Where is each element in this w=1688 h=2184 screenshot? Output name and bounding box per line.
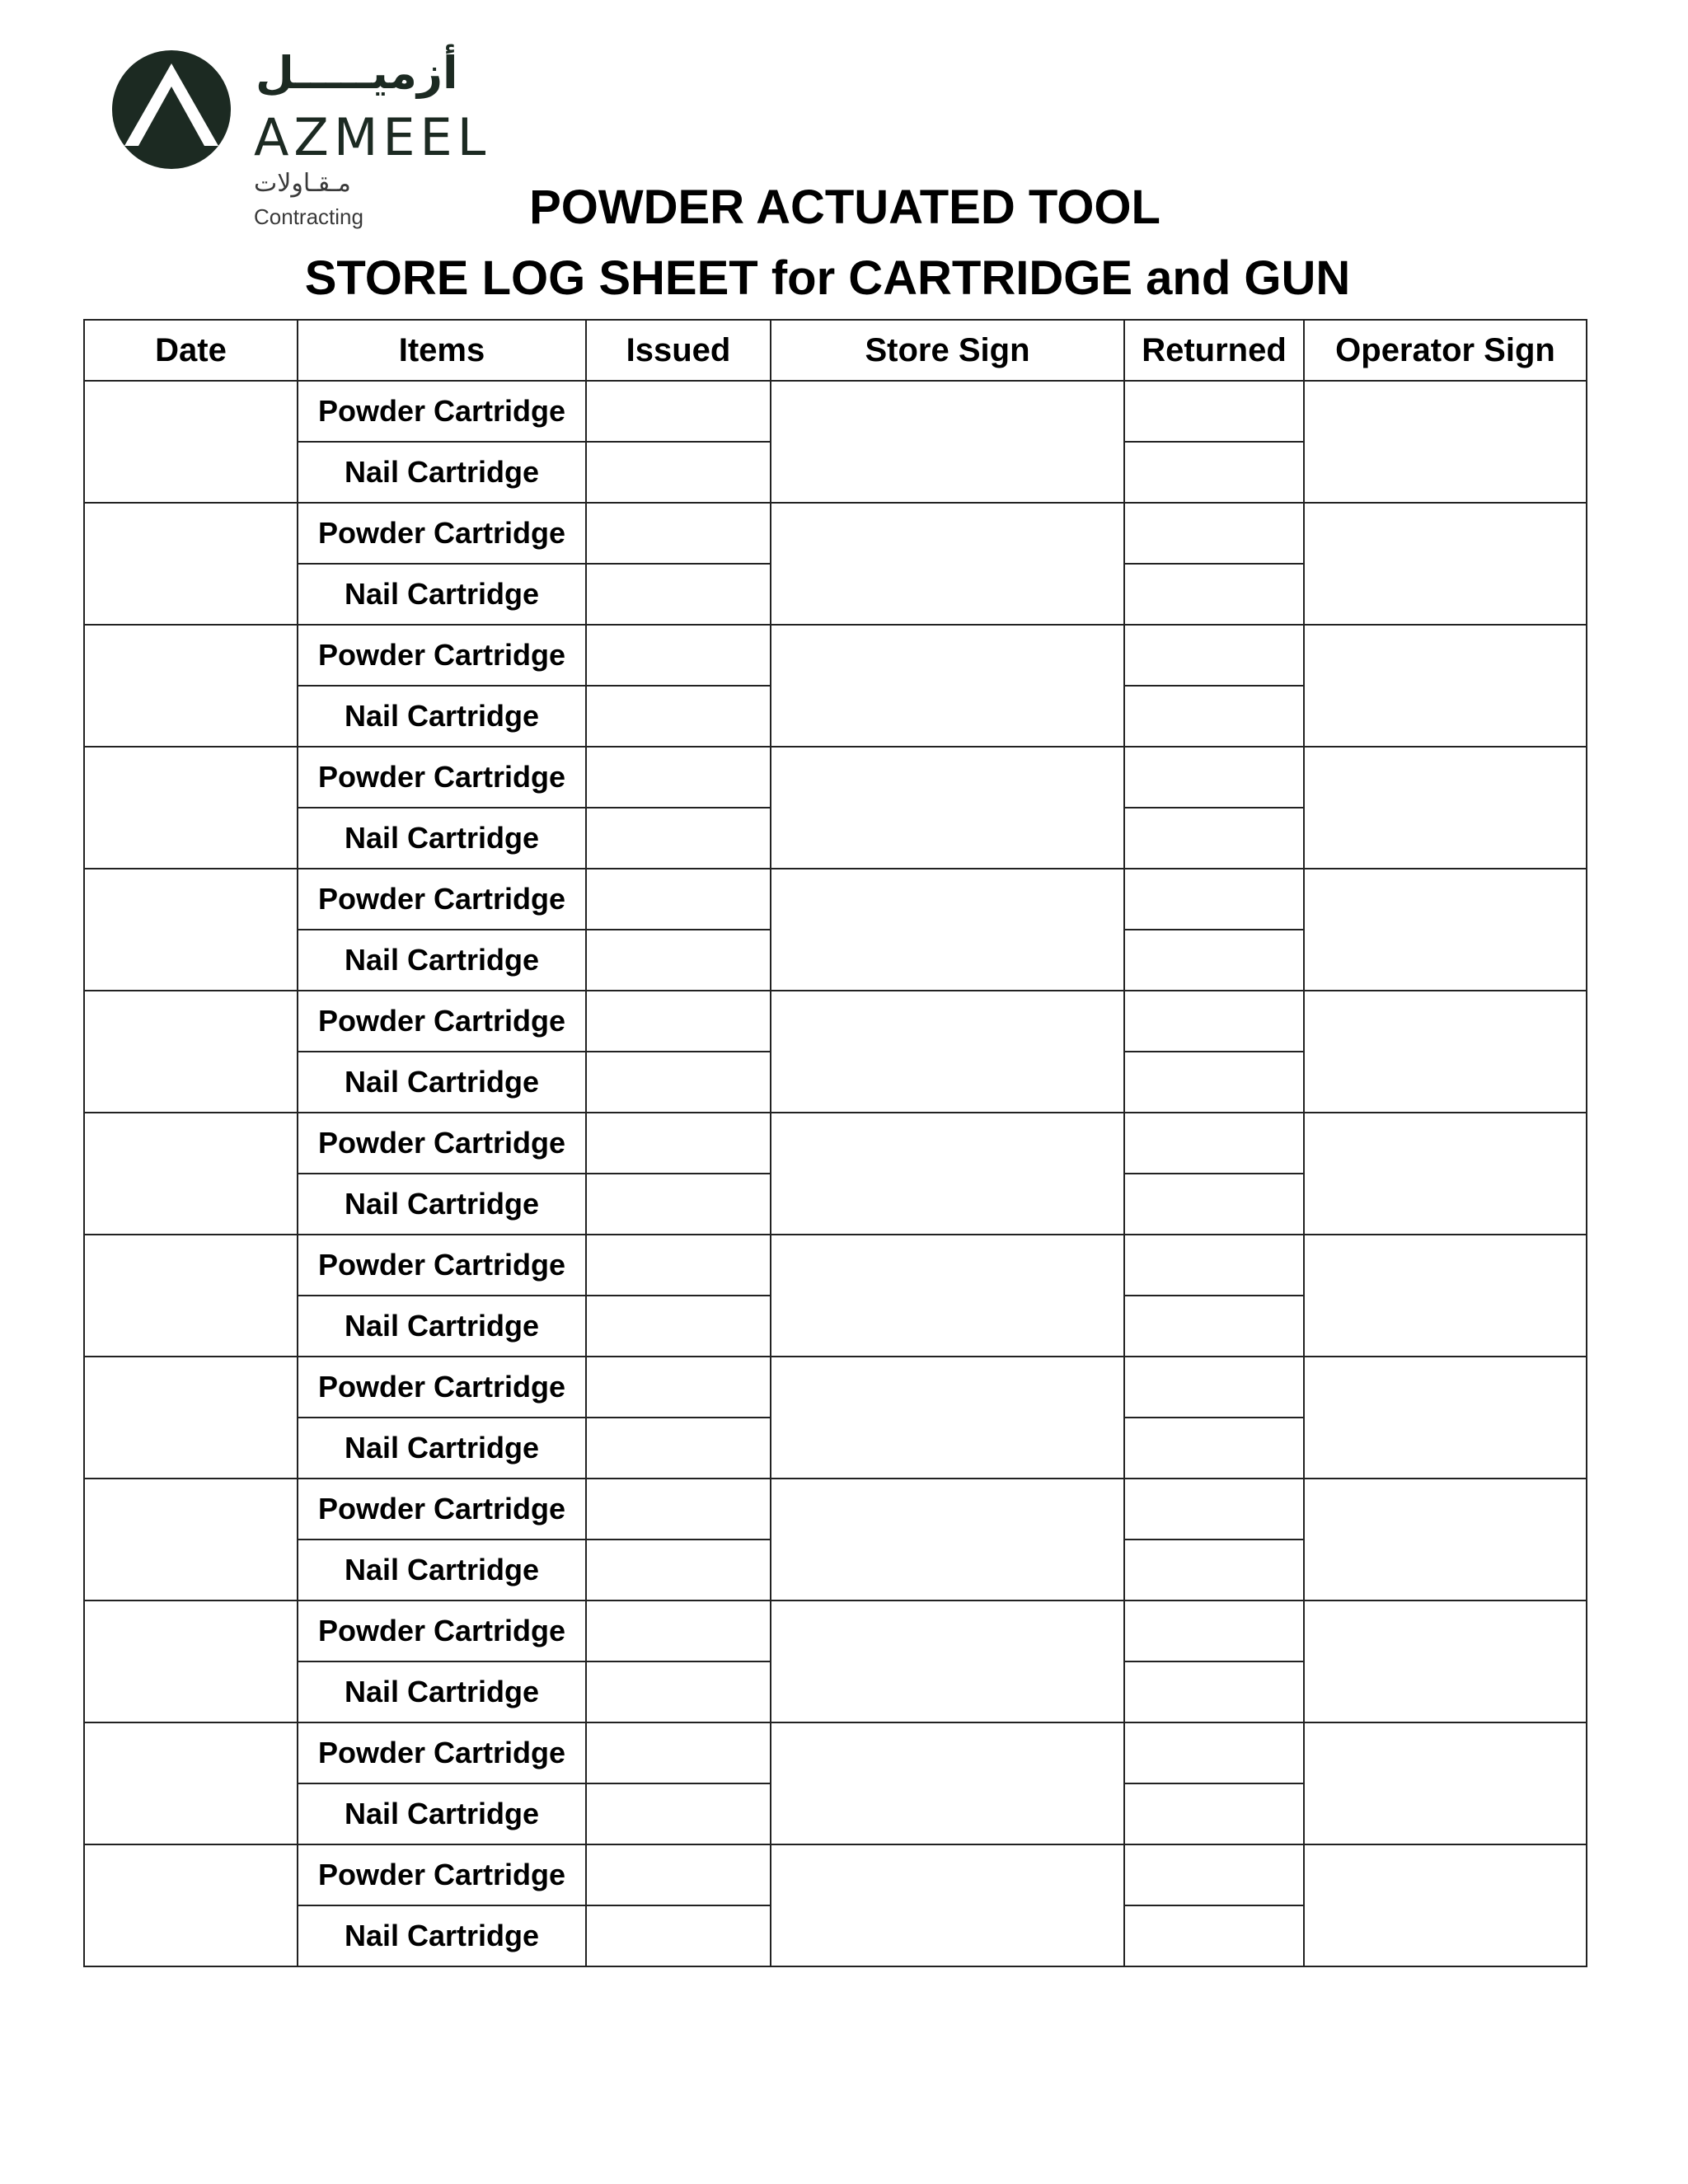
returned-cell[interactable] xyxy=(1124,381,1304,442)
header-returned: Returned xyxy=(1124,320,1304,381)
table-row xyxy=(84,381,1587,442)
returned-cell[interactable] xyxy=(1124,625,1304,686)
date-cell[interactable] xyxy=(84,869,298,991)
store-sign-cell[interactable] xyxy=(771,991,1124,1113)
table-row xyxy=(84,1601,1587,1661)
issued-cell[interactable] xyxy=(586,1844,771,1905)
returned-cell[interactable] xyxy=(1124,1113,1304,1174)
operator-sign-cell[interactable] xyxy=(1304,1601,1587,1722)
operator-sign-cell[interactable] xyxy=(1304,1235,1587,1357)
table-row xyxy=(84,991,1587,1052)
header-issued: Issued xyxy=(586,320,771,381)
date-cell[interactable] xyxy=(84,1113,298,1235)
issued-cell[interactable] xyxy=(586,1418,771,1479)
store-sign-cell[interactable] xyxy=(771,1479,1124,1601)
item-nail-cartridge: Nail Cartridge xyxy=(298,1540,586,1601)
date-cell[interactable] xyxy=(84,991,298,1113)
operator-sign-cell[interactable] xyxy=(1304,1844,1587,1966)
returned-cell[interactable] xyxy=(1124,1601,1304,1661)
returned-cell[interactable] xyxy=(1124,1661,1304,1722)
issued-cell[interactable] xyxy=(586,1661,771,1722)
issued-cell[interactable] xyxy=(586,564,771,625)
table-row xyxy=(84,1479,1587,1540)
issued-cell[interactable] xyxy=(586,1357,771,1418)
item-powder-cartridge: Powder Cartridge xyxy=(298,1357,586,1418)
returned-cell[interactable] xyxy=(1124,1418,1304,1479)
item-nail-cartridge: Nail Cartridge xyxy=(298,564,586,625)
operator-sign-cell[interactable] xyxy=(1304,1357,1587,1479)
issued-cell[interactable] xyxy=(586,503,771,564)
issued-cell[interactable] xyxy=(586,1601,771,1661)
store-sign-cell[interactable] xyxy=(771,869,1124,991)
item-nail-cartridge: Nail Cartridge xyxy=(298,1174,586,1235)
item-nail-cartridge: Nail Cartridge xyxy=(298,1052,586,1113)
header-date: Date xyxy=(84,320,298,381)
item-powder-cartridge: Powder Cartridge xyxy=(298,381,586,442)
issued-cell[interactable] xyxy=(586,1113,771,1174)
returned-cell[interactable] xyxy=(1124,442,1304,503)
issued-cell[interactable] xyxy=(586,381,771,442)
operator-sign-cell[interactable] xyxy=(1304,991,1587,1113)
table-row xyxy=(84,625,1587,686)
returned-cell[interactable] xyxy=(1124,1905,1304,1966)
date-cell[interactable] xyxy=(84,503,298,625)
returned-cell[interactable] xyxy=(1124,1235,1304,1296)
date-cell[interactable] xyxy=(84,1601,298,1722)
returned-cell[interactable] xyxy=(1124,1722,1304,1783)
operator-sign-cell[interactable] xyxy=(1304,869,1587,991)
returned-cell[interactable] xyxy=(1124,1844,1304,1905)
log-table-body xyxy=(84,381,1587,1966)
returned-cell[interactable] xyxy=(1124,808,1304,869)
date-cell[interactable] xyxy=(84,625,298,747)
returned-cell[interactable] xyxy=(1124,503,1304,564)
item-powder-cartridge: Powder Cartridge xyxy=(298,747,586,808)
logo-contracting: Contracting xyxy=(254,204,363,229)
issued-cell[interactable] xyxy=(586,1540,771,1601)
item-nail-cartridge: Nail Cartridge xyxy=(298,808,586,869)
issued-cell[interactable] xyxy=(586,686,771,747)
table-row xyxy=(84,1722,1587,1783)
store-sign-cell[interactable] xyxy=(771,747,1124,869)
item-powder-cartridge: Powder Cartridge xyxy=(298,503,586,564)
item-powder-cartridge: Powder Cartridge xyxy=(298,1844,586,1905)
store-sign-cell[interactable] xyxy=(771,381,1124,503)
operator-sign-cell[interactable] xyxy=(1304,503,1587,625)
returned-cell[interactable] xyxy=(1124,1783,1304,1844)
operator-sign-cell[interactable] xyxy=(1304,625,1587,747)
issued-cell[interactable] xyxy=(586,1296,771,1357)
table-row xyxy=(84,869,1587,930)
table-header-row xyxy=(84,320,1587,381)
date-cell[interactable] xyxy=(84,1479,298,1601)
header-operator-sign: Operator Sign xyxy=(1304,320,1587,381)
date-cell[interactable] xyxy=(84,381,298,503)
log-table xyxy=(83,319,1587,1967)
returned-cell[interactable] xyxy=(1124,747,1304,808)
returned-cell[interactable] xyxy=(1124,869,1304,930)
store-sign-cell[interactable] xyxy=(771,1357,1124,1479)
store-sign-cell[interactable] xyxy=(771,1113,1124,1235)
store-sign-cell[interactable] xyxy=(771,1722,1124,1844)
table-row xyxy=(84,1113,1587,1174)
logo-arabic-subtitle: مـقـاولات xyxy=(254,169,351,198)
operator-sign-cell[interactable] xyxy=(1304,1113,1587,1235)
table-row xyxy=(84,503,1587,564)
store-sign-cell[interactable] xyxy=(771,1844,1124,1966)
returned-cell[interactable] xyxy=(1124,991,1304,1052)
issued-cell[interactable] xyxy=(586,1722,771,1783)
issued-cell[interactable] xyxy=(586,1174,771,1235)
issued-cell[interactable] xyxy=(586,808,771,869)
issued-cell[interactable] xyxy=(586,1905,771,1966)
date-cell[interactable] xyxy=(84,747,298,869)
operator-sign-cell[interactable] xyxy=(1304,1479,1587,1601)
issued-cell[interactable] xyxy=(586,747,771,808)
issued-cell[interactable] xyxy=(586,991,771,1052)
date-cell[interactable] xyxy=(84,1844,298,1966)
item-powder-cartridge: Powder Cartridge xyxy=(298,991,586,1052)
item-nail-cartridge: Nail Cartridge xyxy=(298,1783,586,1844)
store-sign-cell[interactable] xyxy=(771,503,1124,625)
returned-cell[interactable] xyxy=(1124,1479,1304,1540)
item-powder-cartridge: Powder Cartridge xyxy=(298,1601,586,1661)
operator-sign-cell[interactable] xyxy=(1304,381,1587,503)
issued-cell[interactable] xyxy=(586,1052,771,1113)
item-powder-cartridge: Powder Cartridge xyxy=(298,1722,586,1783)
issued-cell[interactable] xyxy=(586,1783,771,1844)
logo-arabic-name: أزميـــــل xyxy=(256,47,458,99)
returned-cell[interactable] xyxy=(1124,1052,1304,1113)
table-row xyxy=(84,1357,1587,1418)
table-row xyxy=(84,1844,1587,1905)
returned-cell[interactable] xyxy=(1124,1357,1304,1418)
returned-cell[interactable] xyxy=(1124,1174,1304,1235)
issued-cell[interactable] xyxy=(586,869,771,930)
operator-sign-cell[interactable] xyxy=(1304,1722,1587,1844)
returned-cell[interactable] xyxy=(1124,930,1304,991)
logo-latin-name: AZMEEL xyxy=(254,107,491,167)
date-cell[interactable] xyxy=(84,1722,298,1844)
returned-cell[interactable] xyxy=(1124,564,1304,625)
item-powder-cartridge: Powder Cartridge xyxy=(298,1479,586,1540)
date-cell[interactable] xyxy=(84,1357,298,1479)
issued-cell[interactable] xyxy=(586,930,771,991)
store-sign-cell[interactable] xyxy=(771,625,1124,747)
azmeel-logo-mark-icon xyxy=(107,45,239,177)
date-cell[interactable] xyxy=(84,1235,298,1357)
table-row xyxy=(84,747,1587,808)
operator-sign-cell[interactable] xyxy=(1304,747,1587,869)
header-store-sign: Store Sign xyxy=(771,320,1124,381)
returned-cell[interactable] xyxy=(1124,1296,1304,1357)
issued-cell[interactable] xyxy=(586,442,771,503)
table-row xyxy=(84,1235,1587,1296)
item-powder-cartridge: Powder Cartridge xyxy=(298,1113,586,1174)
item-nail-cartridge: Nail Cartridge xyxy=(298,1418,586,1479)
issued-cell[interactable] xyxy=(586,1235,771,1296)
issued-cell[interactable] xyxy=(586,1479,771,1540)
item-nail-cartridge: Nail Cartridge xyxy=(298,442,586,503)
item-nail-cartridge: Nail Cartridge xyxy=(298,1661,586,1722)
document-title-line-2: STORE LOG SHEET for CARTRIDGE and GUN xyxy=(304,251,1351,305)
store-sign-cell[interactable] xyxy=(771,1235,1124,1357)
item-powder-cartridge: Powder Cartridge xyxy=(298,1235,586,1296)
returned-cell[interactable] xyxy=(1124,686,1304,747)
item-nail-cartridge: Nail Cartridge xyxy=(298,686,586,747)
item-powder-cartridge: Powder Cartridge xyxy=(298,625,586,686)
store-sign-cell[interactable] xyxy=(771,1601,1124,1722)
item-nail-cartridge: Nail Cartridge xyxy=(298,930,586,991)
document-title-line-1: POWDER ACTUATED TOOL xyxy=(529,180,1160,234)
header-items: Items xyxy=(298,320,586,381)
item-nail-cartridge: Nail Cartridge xyxy=(298,1905,586,1966)
item-powder-cartridge: Powder Cartridge xyxy=(298,869,586,930)
issued-cell[interactable] xyxy=(586,625,771,686)
item-nail-cartridge: Nail Cartridge xyxy=(298,1296,586,1357)
returned-cell[interactable] xyxy=(1124,1540,1304,1601)
